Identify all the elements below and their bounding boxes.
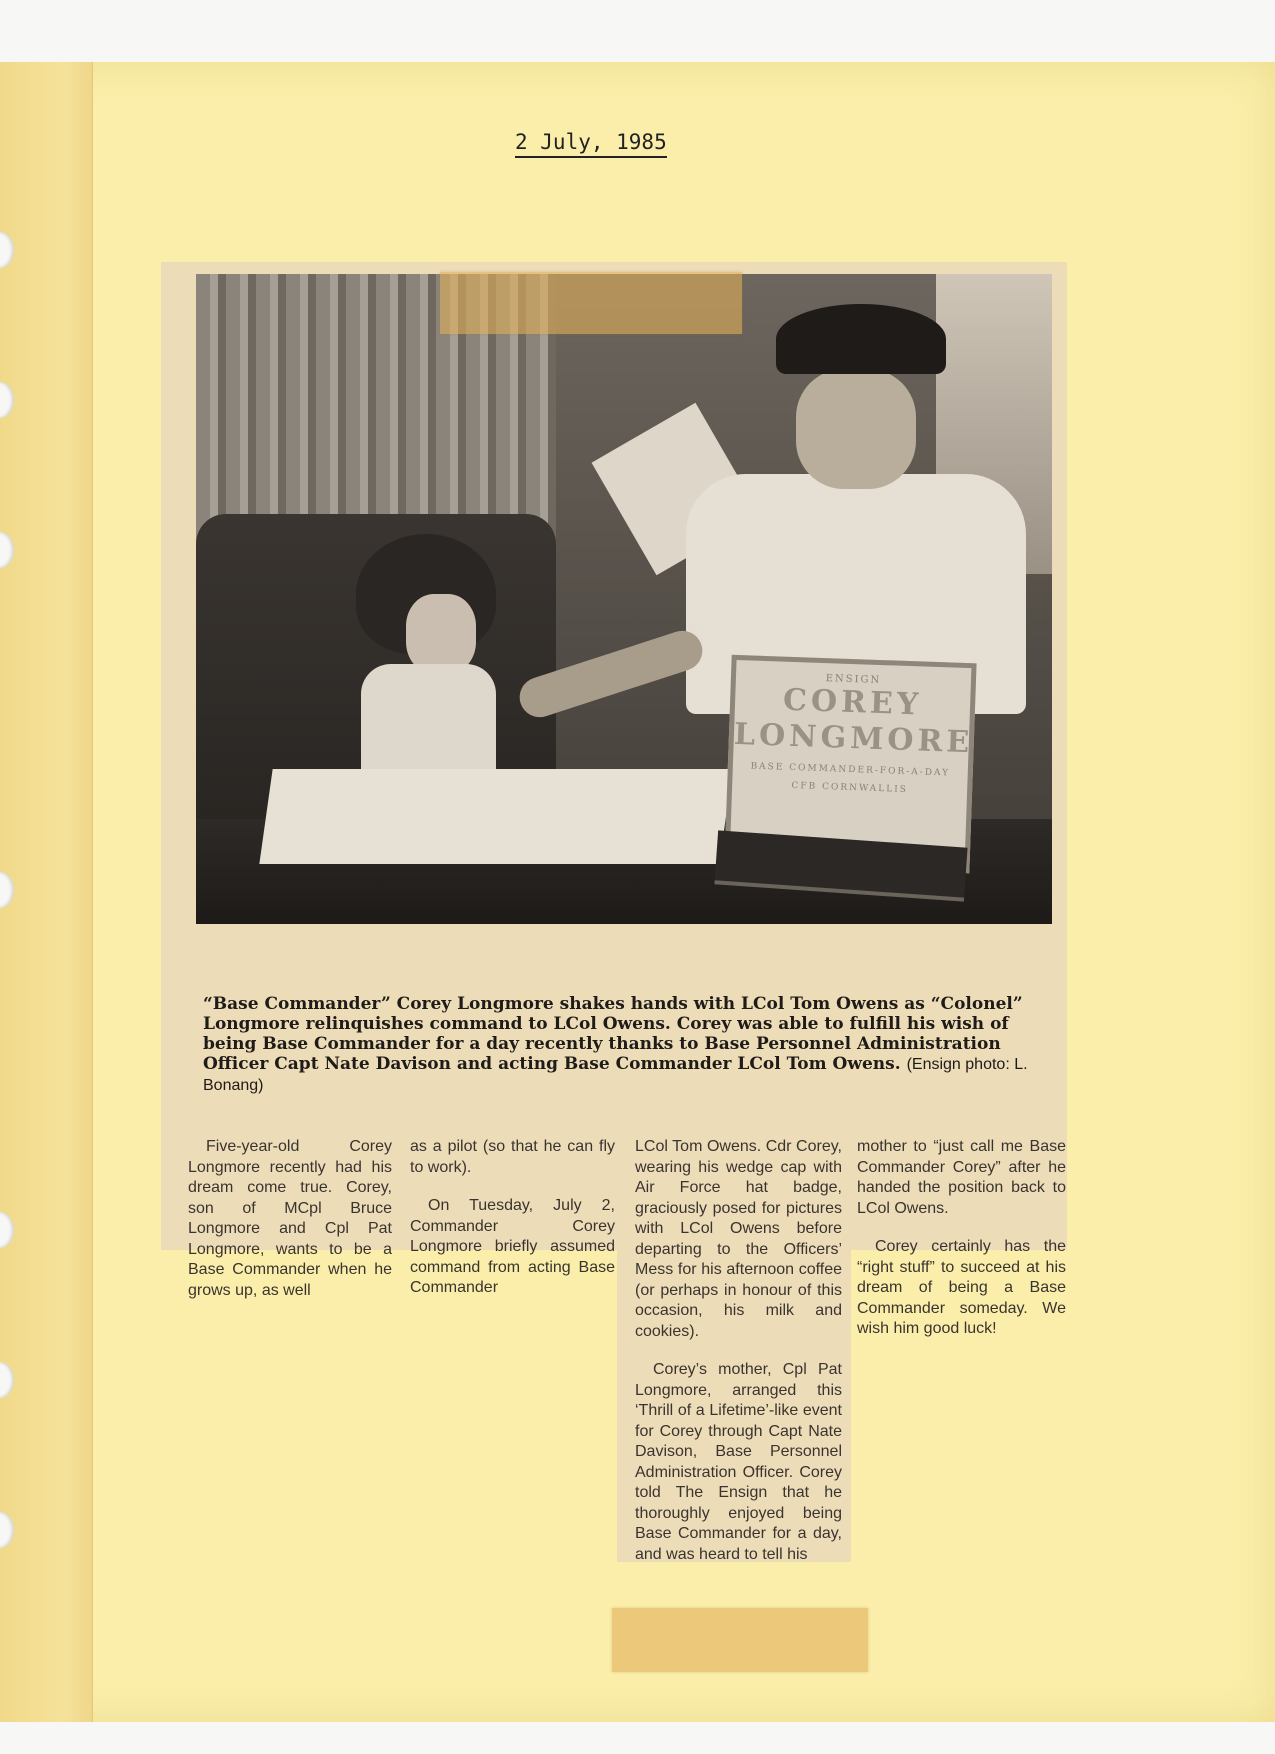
photo-officer-cap (776, 304, 946, 374)
photo-credit: (Ensign photo: L. Bonang) (203, 1056, 1028, 1094)
tape-strip-bottom (612, 1608, 868, 1672)
photo-child-face (406, 594, 476, 674)
caption-text: “Base Commander” Corey Longmore shakes hands with LCol Tom Owens as “Colonel” Longmore relinquishes command to LCol Owens. Corey was able to fulfill his wish of being Base Commander for a day recently thanks to Base Personnel Administration Officer Capt Nate Davison and acting Base Commander LCol Tom Owens. (203, 994, 1023, 1074)
article-column-1 (188, 1137, 392, 1301)
article-column-2 (410, 1137, 615, 1299)
punch-hole (0, 1362, 14, 1398)
tape-strip-top (440, 272, 742, 334)
nameplate-top-line: ENSIGN (825, 673, 882, 687)
nameplate-name-line2: LONGMORE (733, 716, 974, 761)
photo-desk-paper (259, 769, 732, 864)
nameplate-title-line: BASE COMMANDER-FOR-A-DAY (750, 761, 951, 779)
article-paragraph: Five-year-old Corey Longmore recently had his dream come true. Corey, son of MCpl Bruce Longmore and Cpl Pat Longmore, wants to be a Base Commander when he grows up, as well (188, 1138, 392, 1299)
photo-officer-face (796, 369, 916, 489)
article-paragraph: mother to “just call me Base Commander Corey” after he handed the position back to LCol Owens. (857, 1138, 1066, 1217)
article-column-4 (857, 1137, 1066, 1340)
article-paragraph: On Tuesday, July 2, Commander Corey Longmore briefly assumed command from acting Base Commander (410, 1197, 615, 1296)
nameplate-bottom-line: CFB CORNWALLIS (791, 780, 909, 796)
punch-hole (0, 232, 14, 268)
article-paragraph: Corey’s mother, Cpl Pat Longmore, arranged this ‘Thrill of a Lifetime’-like event for Corey through Capt Nate Davison, Base Personnel Administration Officer. Corey told The Ensign that he thoroughly enjoyed being Base Commander for a day, and was heard to tell his (635, 1361, 842, 1563)
article-column-3 (635, 1137, 842, 1565)
news-photo (196, 274, 1052, 924)
punch-hole (0, 382, 14, 418)
article-paragraph: as a pilot (so that he can fly to work). (410, 1138, 615, 1176)
punch-hole (0, 1512, 14, 1548)
article-paragraph: LCol Tom Owens. Cdr Corey, wearing his wedge cap with Air Force hat badge, graciously posed for pictures with LCol Owens before departing to the Officers’ Mess for his afternoon coffee (or perhaps in honour of this occasion, his milk and cookies). (635, 1138, 842, 1340)
photo-caption (203, 994, 1049, 1096)
punch-hole (0, 1212, 14, 1248)
nameplate-name-line1: COREY (782, 682, 923, 723)
punch-hole (0, 532, 14, 568)
article-paragraph: Corey certainly has the “right stuff” to succeed at his dream of being a Base Commander someday. We wish him good luck! (857, 1238, 1066, 1337)
binding-strip (0, 62, 93, 1722)
handwritten-date: 2 July, 1985 (515, 130, 667, 158)
punch-hole (0, 872, 14, 908)
